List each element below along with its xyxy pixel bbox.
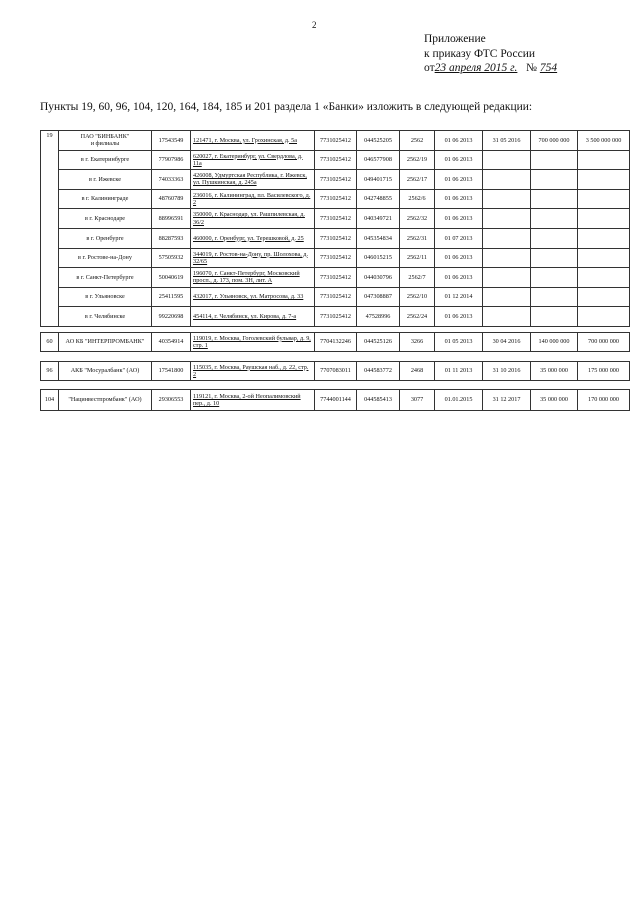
bik: 044525205 [357,131,400,151]
bank-address [191,362,315,381]
okpo-code: 88996591 [152,209,191,229]
okpo-code: 74033363 [152,170,191,190]
inn: 7731025412 [315,189,357,209]
okpo-code: 17543549 [152,131,191,151]
amount-total [578,189,630,209]
start-date: 01 05 2013 [435,333,483,352]
okpo-code: 29306553 [152,390,191,411]
bank-address [191,333,315,352]
bank-address-text: 115035, г. Москва, Раушская наб., д. 22, стр. 2 [193,363,309,378]
table-row [41,131,630,151]
bank-address-text: 121471, г. Москва, ул. Грохинская, д. 5а [193,136,297,144]
bank-name: в г. Санкт-Петербурге [59,268,152,288]
bik: 047308887 [357,287,400,307]
bank-address-text: 344019, г. Ростов-на-Дону, пр. Шолохова, д. 32/65 [193,250,308,265]
amount-total [578,248,630,268]
end-date [483,150,531,170]
order-date: 23 апреля 2015 г. [434,62,518,74]
amount-total: 170 000 000 [578,390,630,411]
row-number: 19 [41,131,59,327]
table-row [41,150,630,170]
table-row [41,268,630,288]
bank-address [191,170,315,190]
table-row [41,228,630,248]
amount-total: 700 000 000 [578,333,630,352]
bik: 046015215 [357,248,400,268]
bank-table-19 [40,130,630,327]
start-date: 01 12 2014 [435,287,483,307]
inn: 7744001144 [315,390,357,411]
inn: 7731025412 [315,228,357,248]
end-date [483,189,531,209]
order-number: 754 [539,62,558,74]
license-number: 2562/6 [400,189,435,209]
bank-name: в г. Ростове-на-Дону [59,248,152,268]
okpo-code: 77907986 [152,150,191,170]
okpo-code: 40354914 [152,333,191,352]
okpo-code: 88287593 [152,228,191,248]
appendix-header [424,32,557,76]
amount-total [578,268,630,288]
bik: 044525126 [357,333,400,352]
bank-table-104 [40,389,630,411]
license-number: 2562/32 [400,209,435,229]
inn: 7731025412 [315,170,357,190]
end-date [483,170,531,190]
end-date: 30 04 2016 [483,333,531,352]
end-date: 31 10 2016 [483,362,531,381]
order-prefix: от [424,62,435,74]
bank-address [191,189,315,209]
amount-single [531,287,578,307]
okpo-code: 48760789 [152,189,191,209]
bik: 47528996 [357,307,400,327]
bank-name: в г. Краснодаре [59,209,152,229]
okpo-code: 99220698 [152,307,191,327]
amount-single: 140 000 000 [531,333,578,352]
bank-address [191,131,315,151]
page-number: 2 [312,20,317,30]
amount-total: 175 000 000 [578,362,630,381]
inn: 7731025412 [315,209,357,229]
amount-single: 35 000 000 [531,390,578,411]
license-number: 2562/19 [400,150,435,170]
intro-text: Пункты 19, 60, 96, 104, 120, 164, 184, 185 и 201 раздела 1 «Банки» изложить в следующей редакции: [40,101,533,113]
bank-address-text: 236016, г. Калининград, пл. Василевского, д. 2 [193,191,311,207]
appendix-order-line [424,61,557,76]
amount-single: 700 000 000 [531,131,578,151]
bik: 046577908 [357,150,400,170]
inn: 7707083011 [315,362,357,381]
bank-address [191,248,315,268]
order-no-prefix: № [526,62,537,74]
bank-address-text: 119019, г. Москва, Гоголевский бульвар, д. 9, стр. 1 [193,334,311,349]
end-date [483,228,531,248]
inn: 7731025412 [315,287,357,307]
bank-address-text: 196070, г. Санкт-Петербург, Московский просп., д. 173, пом. 3Н, лит. А [193,270,300,285]
bank-name: в г. Челябинске [59,307,152,327]
amount-total: 3 500 000 000 [578,131,630,151]
end-date [483,268,531,288]
amount-single [531,268,578,288]
table-row [41,362,630,381]
table-row [41,333,630,352]
start-date: 01 06 2013 [435,268,483,288]
license-number: 3266 [400,333,435,352]
bank-address-text: 620027, г. Екатеринбург, ул. Свердлова, д. 11а [193,152,303,167]
bank-address [191,307,315,327]
appendix-title: Приложение [424,33,486,45]
end-date [483,248,531,268]
bank-name: в г. Калининграде [59,189,152,209]
bik: 042748855 [357,189,400,209]
bik: 040349721 [357,209,400,229]
bank-name: в г. Ульяновске [59,287,152,307]
table-row [41,390,630,411]
start-date: 01 11 2013 [435,362,483,381]
bank-name: в г. Ижевске [59,170,152,190]
bank-name: в г. Оренбурге [59,228,152,248]
amount-single [531,170,578,190]
amount-single [531,307,578,327]
inn: 7704132246 [315,333,357,352]
amount-total [578,287,630,307]
bank-address [191,287,315,307]
end-date [483,287,531,307]
table-row [41,189,630,209]
license-number: 2468 [400,362,435,381]
inn: 7731025412 [315,268,357,288]
bik: 044583772 [357,362,400,381]
license-number: 2562/11 [400,248,435,268]
table-row [41,307,630,327]
inn: 7731025412 [315,150,357,170]
amount-total [578,228,630,248]
end-date [483,307,531,327]
bank-address-text: 432017, г. Ульяновск, ул. Матросова, д. 33 [193,293,304,301]
bank-name: "Нацинвестпромбанк" (АО) [59,390,152,411]
start-date: 01 06 2013 [435,131,483,151]
table-row [41,248,630,268]
inn: 7731025412 [315,307,357,327]
bank-address [191,390,315,411]
bank-address-text: 454114, г. Челябинск, ул. Кирова, д. 7-а [193,313,297,321]
end-date: 31 12 2017 [483,390,531,411]
start-date: 01 07 2013 [435,228,483,248]
bik: 044585413 [357,390,400,411]
bik: 049401715 [357,170,400,190]
row-number: 96 [41,362,59,381]
amount-total [578,150,630,170]
amount-total [578,209,630,229]
inn: 7731025412 [315,131,357,151]
bank-address-text: 426008, Удмуртская Республика, г. Ижевск, ул. Пушкинская, д. 245а [193,172,307,187]
table-row [41,170,630,190]
end-date: 31 05 2016 [483,131,531,151]
table-row [41,287,630,307]
license-number: 2562/17 [400,170,435,190]
bank-address [191,228,315,248]
amount-single [531,248,578,268]
appendix-order-ref: к приказу ФТС России [424,47,535,60]
license-number: 2562 [400,131,435,151]
start-date: 01 06 2013 [435,170,483,190]
okpo-code: 57505932 [152,248,191,268]
amount-single [531,150,578,170]
inn: 7731025412 [315,248,357,268]
bank-table-96 [40,361,630,381]
start-date: 01 06 2013 [435,209,483,229]
row-number: 60 [41,333,59,352]
bank-name: АКБ "Мосуралбанк" (АО) [59,362,152,381]
bank-address [191,268,315,288]
end-date [483,209,531,229]
okpo-code: 50040619 [152,268,191,288]
bank-name: в г. Екатеринбурге [59,150,152,170]
bank-address-text: 350000, г. Краснодар, ул. Рашпилевская, д. 36/2 [193,211,305,226]
bik: 045354834 [357,228,400,248]
bank-address [191,209,315,229]
amount-single [531,209,578,229]
amount-single: 35 000 000 [531,362,578,381]
license-number: 2562/10 [400,287,435,307]
bank-name: ПАО "БИНБАНК" и филиалы [59,131,152,151]
bank-name: АО КБ "ИНТЕРПРОМБАНК" [59,333,152,352]
start-date: 01 06 2013 [435,150,483,170]
bank-address [191,150,315,170]
amount-single [531,189,578,209]
start-date: 01 06 2013 [435,189,483,209]
bank-address-text: 119121, г. Москва, 2-ой Неопалимовский пер., д. 10 [193,392,301,407]
start-date: 01 06 2013 [435,248,483,268]
amount-total [578,307,630,327]
table-row [41,209,630,229]
license-number: 2562/7 [400,268,435,288]
bank-table-60 [40,332,630,352]
license-number: 2562/31 [400,228,435,248]
okpo-code: 17541800 [152,362,191,381]
license-number: 2562/24 [400,307,435,327]
start-date: 01.01.2015 [435,390,483,411]
start-date: 01 06 2013 [435,307,483,327]
bik: 044030796 [357,268,400,288]
bank-address-text: 460000, г. Оренбург, ул. Терешковой, д. 25 [193,234,304,242]
license-number: 3077 [400,390,435,411]
okpo-code: 25411595 [152,287,191,307]
row-number: 104 [41,390,59,411]
amount-single [531,228,578,248]
amount-total [578,170,630,190]
